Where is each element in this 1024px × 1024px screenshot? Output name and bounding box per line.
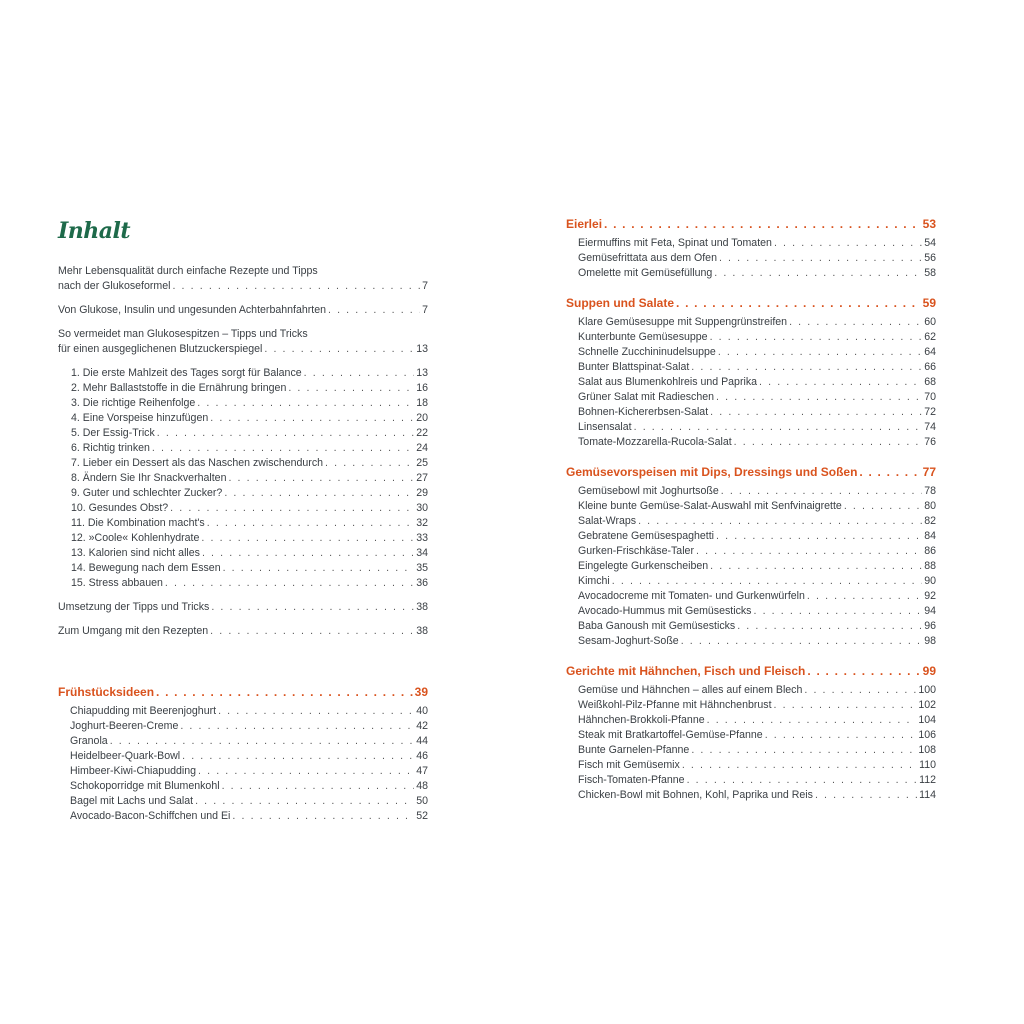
recipe-row xyxy=(578,728,936,743)
entry-title: Bohnen-Kichererbsen-Salat xyxy=(578,406,709,418)
page-number: 7 xyxy=(422,304,428,316)
page-number: 48 xyxy=(416,780,428,792)
entry-title: 11. Die Kombination macht's xyxy=(71,517,205,529)
recipe-row xyxy=(578,390,936,405)
entry-title: Kunterbunte Gemüsesuppe xyxy=(578,331,708,343)
recipe-row xyxy=(578,713,936,728)
recipe-row xyxy=(578,405,936,420)
recipe-row xyxy=(578,266,936,281)
dot-leader xyxy=(691,743,916,758)
dot-leader xyxy=(170,501,414,516)
page-number: 112 xyxy=(919,774,936,786)
entry-title: 5. Der Essig-Trick xyxy=(71,427,155,439)
page-number: 68 xyxy=(924,376,936,388)
dot-leader xyxy=(681,634,923,649)
dot-leader xyxy=(774,698,917,713)
toc-row xyxy=(58,342,428,357)
tip-row xyxy=(71,426,428,441)
dot-leader xyxy=(721,484,922,499)
entry-title: Granola xyxy=(70,735,108,747)
page-number: 114 xyxy=(919,789,936,801)
recipe-row xyxy=(578,236,936,251)
recipe-row xyxy=(578,330,936,345)
left-page-column xyxy=(58,214,428,836)
entry-title: Gebratene Gemüsespaghetti xyxy=(578,530,715,542)
tip-row xyxy=(71,471,428,486)
entry-title: Hähnchen-Brokkoli-Pfanne xyxy=(578,714,705,726)
page-number: 74 xyxy=(924,421,936,433)
page-number: 62 xyxy=(924,331,936,343)
toc-entry xyxy=(58,327,428,357)
dot-leader xyxy=(288,381,414,396)
page-number: 7 xyxy=(422,280,428,292)
entry-title: Salat-Wraps xyxy=(578,515,637,527)
entry-title: Eierlei xyxy=(566,217,603,231)
dot-leader xyxy=(718,345,922,360)
recipe-row xyxy=(578,559,936,574)
dot-leader xyxy=(710,405,922,420)
entry-title: Avocado-Hummus mit Gemüsesticks xyxy=(578,605,752,617)
entry-title: Suppen und Salate xyxy=(566,296,675,310)
page-number: 24 xyxy=(416,442,428,454)
entry-title: Eiermuffins mit Feta, Spinat und Tomaten xyxy=(578,237,772,249)
page-number: 34 xyxy=(416,547,428,559)
page-number: 30 xyxy=(416,502,428,514)
page-number: 108 xyxy=(918,744,936,756)
dot-leader xyxy=(710,559,922,574)
page-number: 77 xyxy=(922,465,936,479)
recipe-row xyxy=(578,589,936,604)
spacer xyxy=(58,648,428,682)
entry-title: Fisch-Tomaten-Pfanne xyxy=(578,774,685,786)
entry-title: 2. Mehr Ballaststoffe in die Ernährung bringen xyxy=(71,382,287,394)
recipe-row xyxy=(578,773,936,788)
recipe-row xyxy=(578,604,936,619)
entry-title: Von Glukose, Insulin und ungesunden Achterbahnfahrten xyxy=(58,304,326,316)
recipe-row xyxy=(70,794,428,809)
entry-title: Schokoporridge mit Blumenkohl xyxy=(70,780,220,792)
recipe-row xyxy=(578,375,936,390)
page-number: 66 xyxy=(924,361,936,373)
tip-row xyxy=(71,531,428,546)
left-sections xyxy=(58,682,428,824)
page-number: 82 xyxy=(924,515,936,527)
dot-leader xyxy=(156,682,413,702)
entry-title: 6. Richtig trinken xyxy=(71,442,150,454)
entry-title: 9. Guter und schlechter Zucker? xyxy=(71,487,223,499)
dot-leader xyxy=(218,704,414,719)
page-number: 20 xyxy=(416,412,428,424)
dot-leader xyxy=(859,462,920,482)
dot-leader xyxy=(753,604,922,619)
page-number: 76 xyxy=(924,436,936,448)
entry-title: Sesam-Joghurt-Soße xyxy=(578,635,679,647)
page-number: 94 xyxy=(924,605,936,617)
dot-leader xyxy=(765,728,917,743)
dot-leader xyxy=(328,303,420,318)
dot-leader xyxy=(604,214,921,234)
entry-title: Kleine bunte Gemüse-Salat-Auswahl mit Senfvinaigrette xyxy=(578,500,842,512)
tip-row xyxy=(71,486,428,501)
entry-title: Baba Ganoush mit Gemüsesticks xyxy=(578,620,736,632)
entry-title: Bagel mit Lachs und Salat xyxy=(70,795,194,807)
entry-title: 1. Die erste Mahlzeit des Tages sorgt für Balance xyxy=(71,367,302,379)
dot-leader xyxy=(774,236,922,251)
page-number: 110 xyxy=(919,759,936,771)
dot-leader xyxy=(210,411,414,426)
dot-leader xyxy=(691,360,922,375)
recipe-row xyxy=(578,634,936,649)
recipe-row xyxy=(578,698,936,713)
dot-leader xyxy=(202,546,414,561)
dot-leader xyxy=(815,788,917,803)
page-number: 70 xyxy=(924,391,936,403)
page-number: 54 xyxy=(924,237,936,249)
entry-title: Weißkohl-Pilz-Pfanne mit Hähnchenbrust xyxy=(578,699,772,711)
page-number: 38 xyxy=(416,601,428,613)
page-number: 84 xyxy=(924,530,936,542)
recipe-row xyxy=(578,514,936,529)
section-heading xyxy=(566,661,936,681)
recipe-row xyxy=(70,809,428,824)
section-items xyxy=(566,236,936,281)
entry-title-line: So vermeidet man Glukosespitzen – Tipps und Tricks xyxy=(58,328,308,340)
entry-title: Chiapudding mit Beerenjoghurt xyxy=(70,705,217,717)
page-number: 50 xyxy=(416,795,428,807)
dot-leader xyxy=(223,561,415,576)
toc-entry xyxy=(58,624,428,639)
entry-title: 13. Kalorien sind nicht alles xyxy=(71,547,200,559)
entry-title: 3. Die richtige Reihenfolge xyxy=(71,397,196,409)
dot-leader xyxy=(180,719,414,734)
recipe-row xyxy=(578,758,936,773)
dot-leader xyxy=(264,342,414,357)
entry-title: Salat aus Blumenkohlreis und Paprika xyxy=(578,376,758,388)
recipe-row xyxy=(578,529,936,544)
dot-leader xyxy=(844,499,922,514)
recipe-row xyxy=(70,764,428,779)
recipe-row xyxy=(70,704,428,719)
dot-leader xyxy=(172,279,420,294)
dot-leader xyxy=(182,749,414,764)
entry-title: Schnelle Zucchininudelsuppe xyxy=(578,346,716,358)
outro-entries xyxy=(58,600,428,639)
dot-leader xyxy=(687,773,918,788)
dot-leader xyxy=(719,251,922,266)
page-number: 78 xyxy=(924,485,936,497)
entry-title: Grüner Salat mit Radieschen xyxy=(578,391,715,403)
dot-leader xyxy=(696,544,922,559)
page-number: 104 xyxy=(918,714,936,726)
entry-title: 4. Eine Vorspeise hinzufügen xyxy=(71,412,209,424)
page-number: 36 xyxy=(416,577,428,589)
entry-title: Eingelegte Gurkenscheiben xyxy=(578,560,709,572)
page-number: 59 xyxy=(922,296,936,310)
entry-title: 10. Gesundes Obst? xyxy=(71,502,169,514)
page-number: 102 xyxy=(918,699,936,711)
recipe-row xyxy=(578,251,936,266)
page-number: 72 xyxy=(924,406,936,418)
entry-title: Linsensalat xyxy=(578,421,632,433)
page-number: 16 xyxy=(416,382,428,394)
page-number: 80 xyxy=(924,500,936,512)
entry-title: Gurken-Frischkäse-Taler xyxy=(578,545,694,557)
page-number: 90 xyxy=(924,575,936,587)
dot-leader xyxy=(210,624,414,639)
page-number: 106 xyxy=(918,729,936,741)
entry-title: Avocado-Bacon-Schiffchen und Ei xyxy=(70,810,231,822)
dot-leader xyxy=(304,366,415,381)
page-number: 42 xyxy=(416,720,428,732)
page-number: 25 xyxy=(416,457,428,469)
section-heading xyxy=(566,293,936,313)
entry-title: Gemüsevorspeisen mit Dips, Dressings und Soßen xyxy=(566,465,858,479)
page-number: 44 xyxy=(416,735,428,747)
entry-title: Frühstücksideen xyxy=(58,685,155,699)
page-number: 96 xyxy=(924,620,936,632)
tip-row xyxy=(71,501,428,516)
page-number: 92 xyxy=(924,590,936,602)
dot-leader xyxy=(197,396,414,411)
page-number: 39 xyxy=(414,685,428,699)
entry-title: nach der Glukoseformel xyxy=(58,280,171,292)
page-number: 53 xyxy=(922,217,936,231)
entry-title: für einen ausgeglichenen Blutzuckerspiegel xyxy=(58,343,263,355)
entry-title: Steak mit Bratkartoffel-Gemüse-Pfanne xyxy=(578,729,763,741)
section-heading xyxy=(566,462,936,482)
page-number: 27 xyxy=(416,472,428,484)
recipe-row xyxy=(578,435,936,450)
page-number: 33 xyxy=(416,532,428,544)
tip-row xyxy=(71,456,428,471)
tip-row xyxy=(71,396,428,411)
entry-title: 7. Lieber ein Dessert als das Naschen zwischendurch xyxy=(71,457,324,469)
recipe-row xyxy=(578,345,936,360)
tip-row xyxy=(71,411,428,426)
dot-leader xyxy=(759,375,922,390)
recipe-row xyxy=(70,749,428,764)
entry-title: Chicken-Bowl mit Bohnen, Kohl, Paprika und Reis xyxy=(578,789,813,801)
toc-entry xyxy=(58,303,428,318)
entry-title: Bunte Garnelen-Pfanne xyxy=(578,744,690,756)
dot-leader xyxy=(707,713,917,728)
page-number: 29 xyxy=(416,487,428,499)
page-number: 40 xyxy=(416,705,428,717)
right-sections xyxy=(566,214,936,803)
recipe-row xyxy=(578,574,936,589)
dot-leader xyxy=(195,794,414,809)
recipe-row xyxy=(578,544,936,559)
section-items xyxy=(566,683,936,803)
page-number: 13 xyxy=(416,367,428,379)
entry-title: Heidelbeer-Quark-Bowl xyxy=(70,750,181,762)
recipe-row xyxy=(70,719,428,734)
page-number: 88 xyxy=(924,560,936,572)
tips-list xyxy=(58,366,428,591)
toc-row xyxy=(58,279,428,294)
dot-leader xyxy=(228,471,414,486)
section-heading xyxy=(566,214,936,234)
dot-leader xyxy=(325,456,414,471)
dot-leader xyxy=(716,529,922,544)
entry-title: Avocadocreme mit Tomaten- und Gurkenwürfeln xyxy=(578,590,805,602)
recipe-row xyxy=(578,619,936,634)
entry-title: Tomate-Mozzarella-Rucola-Salat xyxy=(578,436,732,448)
dot-leader xyxy=(789,315,922,330)
dot-leader xyxy=(710,330,923,345)
page-number: 56 xyxy=(924,252,936,264)
recipe-row xyxy=(578,315,936,330)
tip-row xyxy=(71,366,428,381)
entry-title: Zum Umgang mit den Rezepten xyxy=(58,625,209,637)
dot-leader xyxy=(222,779,415,794)
recipe-row xyxy=(578,360,936,375)
toc-entry xyxy=(58,600,428,615)
toc-row xyxy=(58,624,428,639)
page-number: 60 xyxy=(924,316,936,328)
dot-leader xyxy=(714,266,922,281)
toc-section xyxy=(566,293,936,450)
recipe-row xyxy=(578,420,936,435)
page-number: 52 xyxy=(416,810,428,822)
page-number: 99 xyxy=(922,664,936,678)
tip-row xyxy=(71,576,428,591)
dot-leader xyxy=(807,661,920,681)
entry-title: 15. Stress abbauen xyxy=(71,577,163,589)
entry-title: Umsetzung der Tipps und Tricks xyxy=(58,601,210,613)
page-number: 86 xyxy=(924,545,936,557)
dot-leader xyxy=(110,734,415,749)
toc-section xyxy=(566,214,936,281)
dot-leader xyxy=(211,600,414,615)
toc-section xyxy=(566,661,936,803)
page-number: 98 xyxy=(924,635,936,647)
page-number: 47 xyxy=(416,765,428,777)
dot-leader xyxy=(804,683,916,698)
section-items xyxy=(566,484,936,649)
entry-title-line: Mehr Lebensqualität durch einfache Rezepte und Tipps xyxy=(58,265,318,277)
dot-leader xyxy=(807,589,922,604)
recipe-row xyxy=(70,734,428,749)
tip-row xyxy=(71,516,428,531)
dot-leader xyxy=(682,758,917,773)
tip-row xyxy=(71,561,428,576)
entry-title: 8. Ändern Sie Ihr Snackverhalten xyxy=(71,472,227,484)
entry-title: 12. »Coole« Kohlenhydrate xyxy=(71,532,200,544)
recipe-row xyxy=(578,484,936,499)
entry-title: Gemüse und Hähnchen – alles auf einem Blech xyxy=(578,684,803,696)
dot-leader xyxy=(165,576,414,591)
dot-leader xyxy=(676,293,921,313)
page-number: 58 xyxy=(924,267,936,279)
entry-title: 14. Bewegung nach dem Essen xyxy=(71,562,221,574)
tip-row xyxy=(71,441,428,456)
tip-row xyxy=(71,546,428,561)
dot-leader xyxy=(224,486,414,501)
section-items xyxy=(58,704,428,824)
toc-row xyxy=(58,600,428,615)
dot-leader xyxy=(157,426,414,441)
dot-leader xyxy=(612,574,922,589)
recipe-row xyxy=(578,683,936,698)
dot-leader xyxy=(152,441,414,456)
page-number: 38 xyxy=(416,625,428,637)
entry-title: Gerichte mit Hähnchen, Fisch und Fleisch xyxy=(566,664,806,678)
page-number: 22 xyxy=(416,427,428,439)
entry-title: Bunter Blattspinat-Salat xyxy=(578,361,690,373)
entry-title: Himbeer-Kiwi-Chiapudding xyxy=(70,765,197,777)
recipe-row xyxy=(578,499,936,514)
entry-title: Omelette mit Gemüsefüllung xyxy=(578,267,713,279)
recipe-row xyxy=(578,743,936,758)
dot-leader xyxy=(201,531,414,546)
page-number: 46 xyxy=(416,750,428,762)
entry-title: Kimchi xyxy=(578,575,610,587)
dot-leader xyxy=(207,516,414,531)
dot-leader xyxy=(198,764,414,779)
dot-leader xyxy=(716,390,922,405)
entry-title: Fisch mit Gemüsemix xyxy=(578,759,680,771)
entry-title: Gemüsefrittata aus dem Ofen xyxy=(578,252,717,264)
dot-leader xyxy=(634,420,923,435)
page-number: 32 xyxy=(416,517,428,529)
toc-row xyxy=(58,303,428,318)
page-title: Inhalt xyxy=(58,218,131,244)
dot-leader xyxy=(734,435,923,450)
toc-section xyxy=(58,682,428,824)
page-number: 18 xyxy=(416,397,428,409)
toc-section xyxy=(566,462,936,649)
page-number: 13 xyxy=(416,343,428,355)
page-number: 64 xyxy=(924,346,936,358)
tip-row xyxy=(71,381,428,396)
section-heading xyxy=(58,682,428,702)
page-number: 100 xyxy=(918,684,936,696)
intro-entries xyxy=(58,264,428,357)
page-number: 35 xyxy=(416,562,428,574)
entry-title: Joghurt-Beeren-Creme xyxy=(70,720,179,732)
dot-leader xyxy=(737,619,922,634)
entry-title: Gemüsebowl mit Joghurtsoße xyxy=(578,485,719,497)
toc-entry xyxy=(58,264,428,294)
dot-leader xyxy=(638,514,922,529)
right-page-column xyxy=(566,214,936,815)
entry-title: Klare Gemüsesuppe mit Suppengrünstreifen xyxy=(578,316,788,328)
dot-leader xyxy=(232,809,414,824)
recipe-row xyxy=(578,788,936,803)
section-items xyxy=(566,315,936,450)
recipe-row xyxy=(70,779,428,794)
